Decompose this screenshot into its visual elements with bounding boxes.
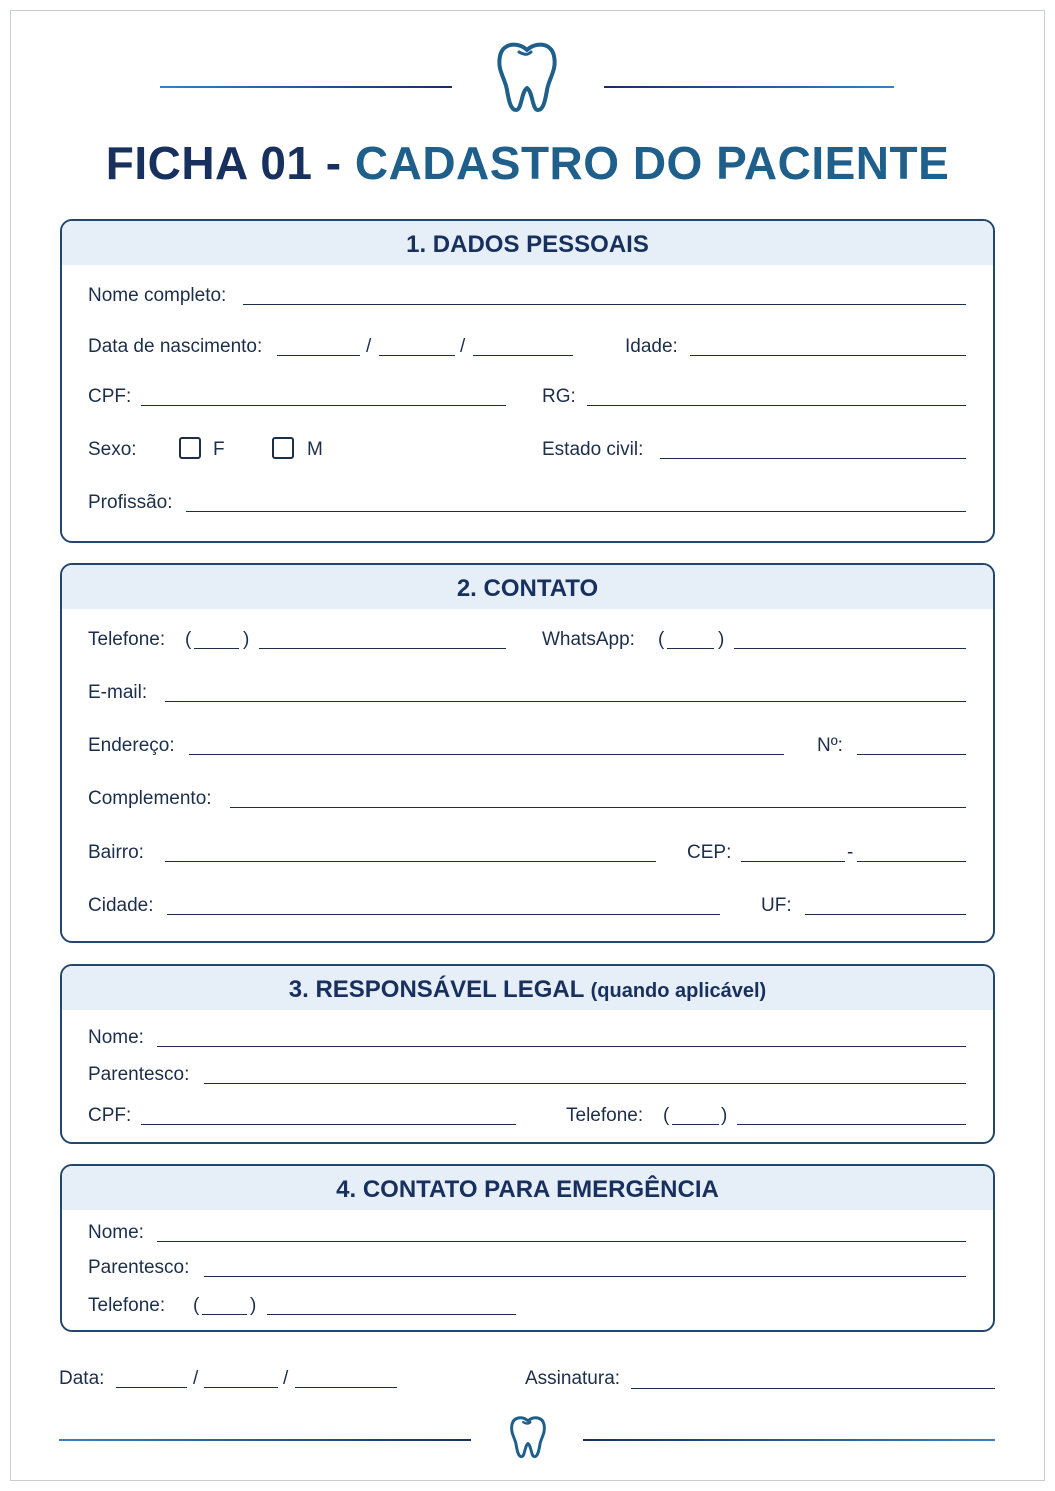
section-header <box>62 966 993 1010</box>
sexo-label: Sexo: <box>88 439 137 460</box>
endereco-label: Endereço: <box>88 735 175 756</box>
ddd-close: ) <box>250 1295 257 1316</box>
responsavel-cpf-label: CPF: <box>88 1105 132 1126</box>
sexo-m-label: M <box>307 439 323 460</box>
top-left-rule <box>160 86 452 88</box>
ddd-open: ( <box>185 629 192 650</box>
section-header: 1. DADOS PESSOAIS <box>62 221 993 265</box>
page-title <box>0 133 1055 193</box>
assinatura-field[interactable] <box>631 1388 995 1389</box>
uf-label: UF: <box>761 895 792 916</box>
whatsapp-ddd-field[interactable] <box>667 648 714 649</box>
ddd-open: ( <box>658 629 665 650</box>
numero-label: Nº: <box>817 735 843 756</box>
cep-part2-field[interactable] <box>857 861 966 862</box>
date-separator: / <box>366 336 372 357</box>
emergencia-nome-label: Nome: <box>88 1222 144 1243</box>
bairro-label: Bairro: <box>88 842 144 863</box>
data-ano-field[interactable] <box>295 1387 397 1388</box>
data-mes-field[interactable] <box>204 1387 278 1388</box>
idade-field[interactable] <box>690 355 966 356</box>
cpf-label: CPF: <box>88 386 132 407</box>
tooth-icon <box>495 40 559 114</box>
tooth-icon <box>509 1414 547 1460</box>
whatsapp-label: WhatsApp: <box>542 629 635 650</box>
responsavel-cpf-field[interactable] <box>141 1124 516 1125</box>
email-field[interactable] <box>165 701 966 702</box>
bottom-left-rule <box>59 1439 471 1441</box>
ddd-open: ( <box>193 1295 200 1316</box>
telefone-field[interactable] <box>259 648 506 649</box>
responsavel-telefone-label: Telefone: <box>566 1105 644 1126</box>
responsavel-parentesco-field[interactable] <box>204 1083 966 1084</box>
email-label: E-mail: <box>88 682 148 703</box>
nascimento-ano-field[interactable] <box>473 355 573 356</box>
top-right-rule <box>604 86 894 88</box>
section-responsavel-legal <box>60 964 995 1144</box>
telefone-label: Telefone: <box>88 629 166 650</box>
rg-field[interactable] <box>587 405 966 406</box>
emergencia-parentesco-field[interactable] <box>204 1276 966 1277</box>
endereco-field[interactable] <box>189 754 784 755</box>
title-part2: CADASTRO DO PACIENTE <box>354 137 950 189</box>
complemento-field[interactable] <box>230 807 966 808</box>
ddd-open: ( <box>663 1105 670 1126</box>
cidade-field[interactable] <box>167 914 720 915</box>
sexo-m-checkbox[interactable] <box>272 437 294 459</box>
bairro-field[interactable] <box>165 861 656 862</box>
date-separator: / <box>283 1368 289 1389</box>
date-separator: / <box>460 336 466 357</box>
emergencia-telefone-field[interactable] <box>267 1314 516 1315</box>
cep-dash: - <box>847 842 854 863</box>
cpf-field[interactable] <box>141 405 506 406</box>
data-nascimento-label: Data de nascimento: <box>88 336 263 357</box>
numero-field[interactable] <box>857 754 966 755</box>
idade-label: Idade: <box>625 336 678 357</box>
responsavel-parentesco-label: Parentesco: <box>88 1064 190 1085</box>
ddd-close: ) <box>718 629 725 650</box>
responsavel-nome-label: Nome: <box>88 1027 144 1048</box>
responsavel-nome-field[interactable] <box>157 1046 966 1047</box>
estado-civil-label: Estado civil: <box>542 439 644 460</box>
data-label: Data: <box>59 1368 105 1389</box>
estado-civil-field[interactable] <box>660 458 966 459</box>
cep-label: CEP: <box>687 842 732 863</box>
section-contato-emergencia <box>60 1164 995 1332</box>
section-header-title: 3. RESPONSÁVEL LEGAL <box>288 976 584 1003</box>
assinatura-label: Assinatura: <box>525 1368 621 1389</box>
bottom-right-rule <box>583 1439 995 1441</box>
section-header-subtitle: (quando aplicável) <box>590 980 767 1002</box>
responsavel-ddd-field[interactable] <box>672 1124 719 1125</box>
whatsapp-field[interactable] <box>734 648 966 649</box>
nome-completo-label: Nome completo: <box>88 285 227 306</box>
emergencia-parentesco-label: Parentesco: <box>88 1257 190 1278</box>
responsavel-telefone-field[interactable] <box>737 1124 966 1125</box>
date-separator: / <box>193 1368 199 1389</box>
nome-completo-field[interactable] <box>243 304 966 305</box>
sexo-f-checkbox[interactable] <box>179 437 201 459</box>
section-contato <box>60 563 995 943</box>
section-header: 4. CONTATO PARA EMERGÊNCIA <box>62 1166 993 1210</box>
emergencia-ddd-field[interactable] <box>202 1314 247 1315</box>
data-dia-field[interactable] <box>116 1387 187 1388</box>
profissao-label: Profissão: <box>88 492 173 513</box>
nascimento-mes-field[interactable] <box>379 355 455 356</box>
section-dados-pessoais <box>60 219 995 543</box>
telefone-ddd-field[interactable] <box>194 648 239 649</box>
title-part1: FICHA 01 - <box>105 137 342 189</box>
cidade-label: Cidade: <box>88 895 154 916</box>
sexo-f-label: F <box>213 439 225 460</box>
emergencia-nome-field[interactable] <box>157 1241 966 1242</box>
ddd-close: ) <box>243 629 250 650</box>
cep-part1-field[interactable] <box>741 861 845 862</box>
section-header: 2. CONTATO <box>62 565 993 609</box>
uf-field[interactable] <box>805 914 966 915</box>
complemento-label: Complemento: <box>88 788 212 809</box>
rg-label: RG: <box>542 386 576 407</box>
nascimento-dia-field[interactable] <box>277 355 360 356</box>
ddd-close: ) <box>721 1105 728 1126</box>
emergencia-telefone-label: Telefone: <box>88 1295 166 1316</box>
profissao-field[interactable] <box>186 511 966 512</box>
